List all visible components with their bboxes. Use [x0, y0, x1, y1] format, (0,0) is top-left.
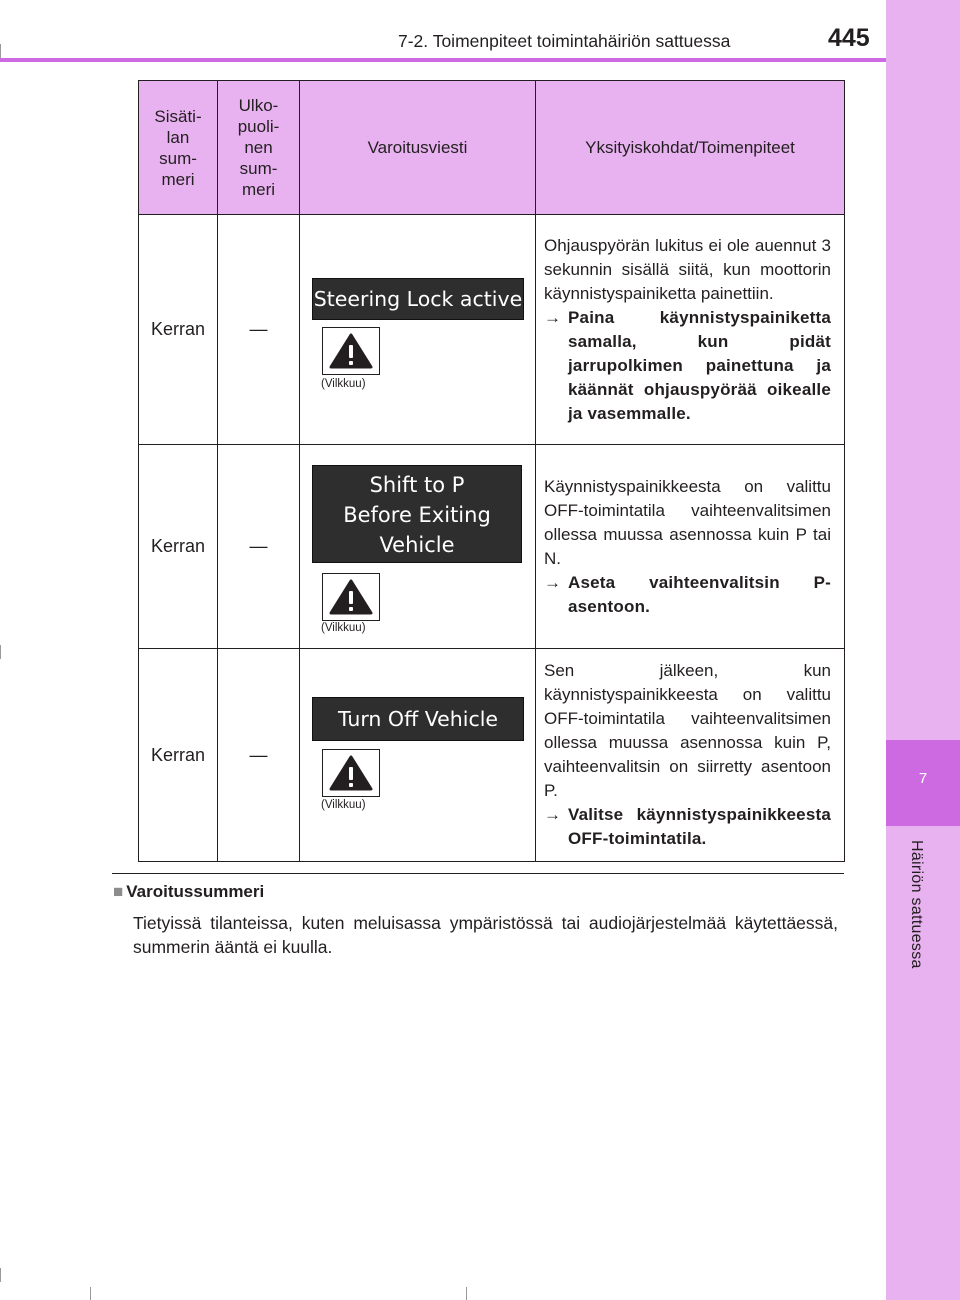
action-text: Valitse käynnistyspainikkeesta OFF-toimintatila. [568, 805, 831, 848]
action-item [544, 803, 831, 851]
indoor-buzzer-cell: Kerran [139, 215, 218, 445]
indoor-buzzer-cell: Kerran [139, 649, 218, 862]
table-row [139, 445, 845, 649]
flash-label: (Vilkkuu) [321, 622, 366, 634]
outdoor-buzzer-cell: — [218, 649, 300, 862]
display-line: Shift to P [369, 473, 465, 497]
display-message [312, 697, 524, 741]
table-row [139, 215, 845, 445]
square-bullet-icon: ■ [113, 882, 124, 901]
display-message [312, 278, 524, 320]
warning-light-box [322, 327, 380, 375]
display-message [312, 465, 522, 563]
description-text: Ohjauspyörän lukitus ei ole auennut 3 sekunnin sisällä siitä, kun moottorin käynnistyspainiketta painettiin. [544, 235, 831, 303]
warning-triangle-icon [328, 332, 374, 370]
chapter-side-tab [886, 0, 960, 1300]
description-text: Sen jälkeen, kun käynnistyspainikkeesta on valittu OFF-toimintatila vaihteenvalitsimen ollessa muussa asennossa kuin P, vaihteenvalitsin on siirretty asentoon P. [544, 661, 831, 800]
section-body: Tietyissä tilanteissa, kuten meluisassa ympäristössä tai audiojärjestelmää käytettäessä, summerin ääntä ei kuulla. [133, 913, 838, 957]
warning-light-box [322, 573, 380, 621]
table-row [139, 649, 845, 862]
right-arrow-icon: → [544, 307, 561, 327]
header-warning-message: Varoitusviesti [300, 81, 536, 215]
chapter-label: Häiriön sattuessa [908, 840, 925, 969]
right-arrow-icon: → [544, 805, 561, 824]
action-item [544, 571, 831, 619]
table-header-row [139, 81, 845, 215]
display-line: Steering Lock active [313, 287, 523, 311]
section-heading [113, 882, 264, 902]
warning-message-cell [300, 215, 536, 445]
outdoor-buzzer-cell: — [218, 215, 300, 445]
display-line: Vehicle [379, 533, 455, 557]
warning-triangle-icon [328, 578, 374, 616]
right-arrow-icon: → [544, 572, 561, 592]
header-indoor-buzzer: Sisäti- lan sum- meri [139, 81, 218, 215]
header-details: Yksityiskohdat/Toimenpiteet [536, 81, 845, 215]
warning-light-box [322, 749, 380, 797]
section-title: Varoitussummeri [126, 882, 265, 901]
crop-mark [0, 645, 1, 659]
crop-mark [466, 1287, 467, 1300]
crop-mark [0, 44, 1, 58]
details-cell [536, 445, 845, 649]
crop-mark [90, 1287, 91, 1300]
warning-message-table [138, 80, 845, 862]
crop-mark [0, 1268, 1, 1282]
warning-message-cell [300, 445, 536, 649]
page-number: 445 [828, 24, 870, 52]
flash-label: (Vilkkuu) [321, 378, 366, 390]
display-line: Turn Off Vehicle [337, 707, 499, 731]
outdoor-buzzer-cell: — [218, 445, 300, 649]
warning-triangle-icon [328, 754, 374, 792]
action-item [544, 306, 831, 426]
action-text: Aseta vaihteenvalitsin P-asentoon. [568, 572, 831, 616]
header-outdoor-buzzer: Ulko- puoli- nen sum- meri [218, 81, 300, 215]
chapter-number: 7 [918, 770, 928, 787]
section-divider [112, 873, 844, 874]
flash-label: (Vilkkuu) [321, 799, 366, 811]
section-header-title: 7-2. Toimenpiteet toimintahäiriön sattuessa [398, 31, 731, 51]
details-cell [536, 649, 845, 862]
details-cell [536, 215, 845, 445]
header-rule [0, 58, 886, 62]
description-text: Käynnistyspainikkeesta on valittu OFF-toimintatila vaihteenvalitsimen ollessa muussa asennossa kuin P tai N. [544, 476, 831, 568]
indoor-buzzer-cell: Kerran [139, 445, 218, 649]
action-text: Paina käynnistyspainiketta samalla, kun pidät jarrupolkimen painettuna ja käännät ohjauspyörää oikealle ja vasemmalle. [568, 307, 831, 423]
warning-message-cell [300, 649, 536, 862]
display-line: Before Exiting [343, 503, 491, 527]
